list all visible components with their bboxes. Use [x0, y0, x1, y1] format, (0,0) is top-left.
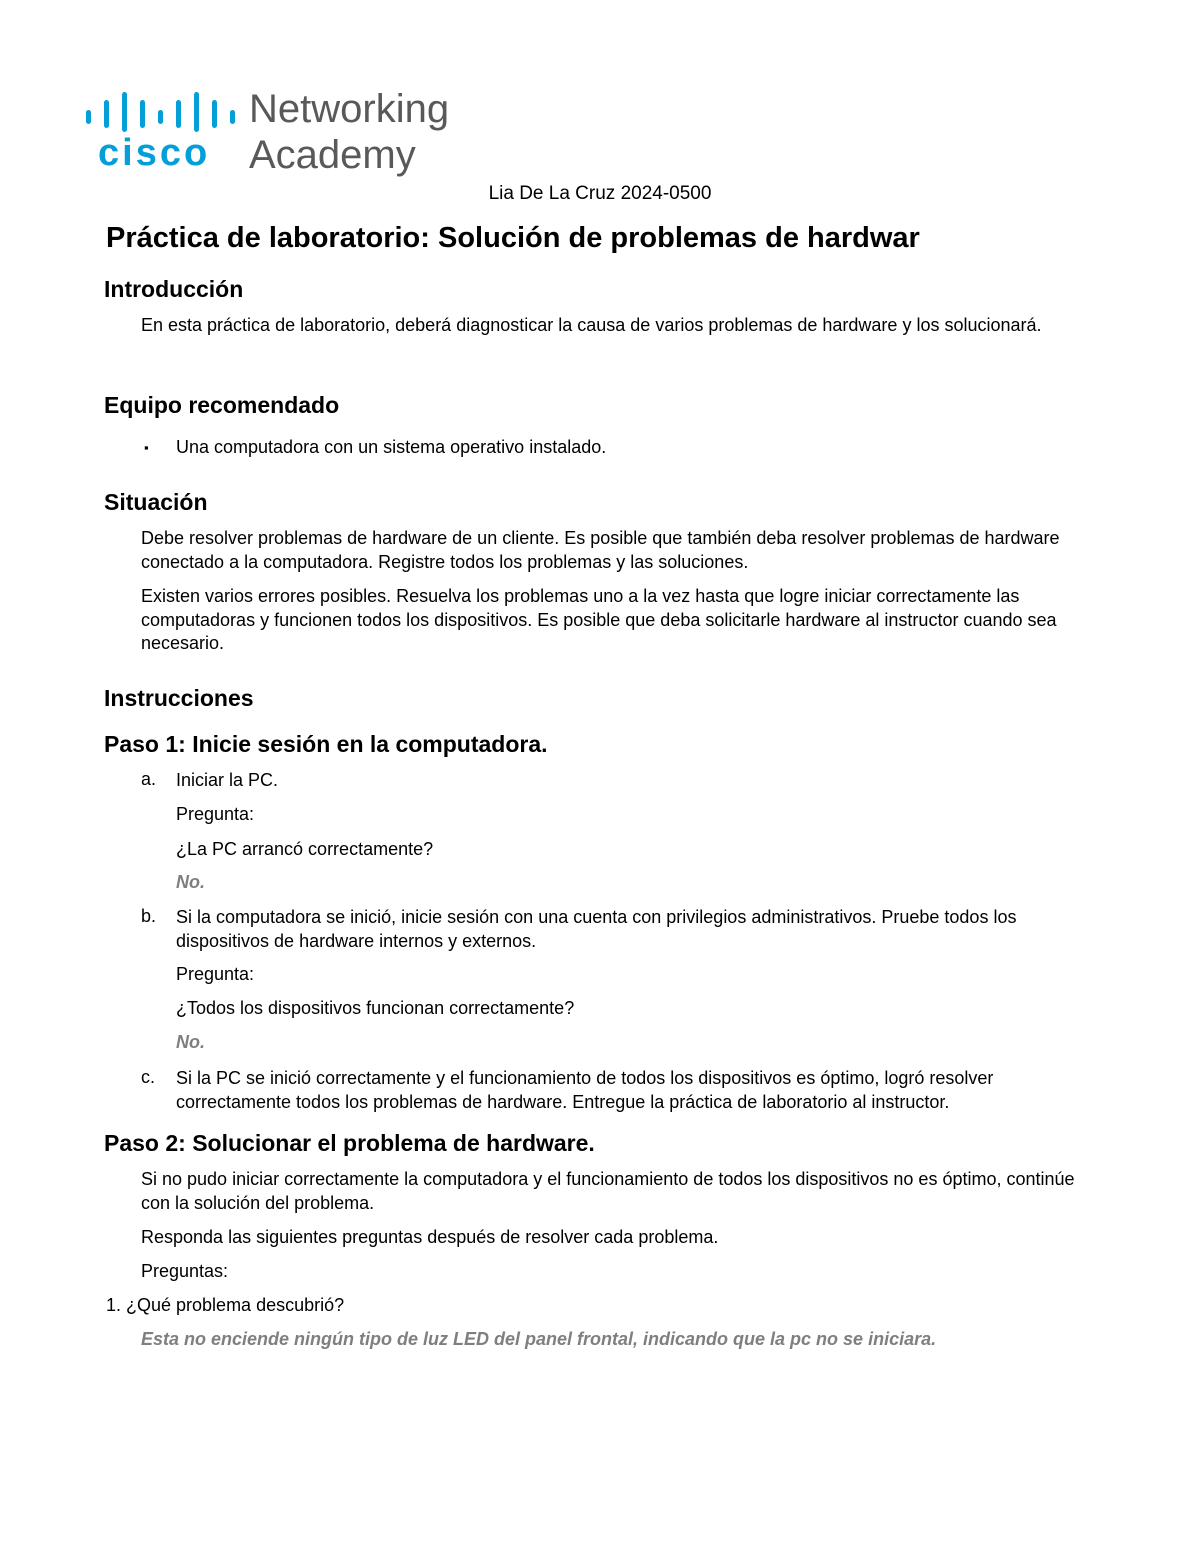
heading-introduccion: Introducción — [104, 276, 244, 302]
paso1-b-pregunta-label: Pregunta: — [176, 964, 255, 984]
paso1-a-pregunta-label: Pregunta: — [176, 804, 255, 824]
heading-paso-2: Paso 2: Solucionar el problema de hardware. — [104, 1130, 595, 1156]
paso1-a-question: ¿La PC arrancó correctamente? — [176, 839, 434, 859]
author-line: Lia De La Cruz 2024-0500 — [488, 183, 712, 204]
cisco-logo-icon — [86, 88, 466, 180]
paso2-answer-1: Esta no enciende ningún tipo de luz LED del panel frontal, indicando que la pc no se iniciara. — [141, 1329, 937, 1349]
intro-text: En esta práctica de laboratorio, deberá diagnosticar la causa de varios problemas de hardware y los solucionará. — [141, 315, 1042, 335]
heading-situacion: Situación — [104, 489, 208, 515]
logo-line-networking: Networking — [249, 88, 450, 131]
paso2-paragraph-1: Si no pudo iniciar correctamente la computadora y el funcionamiento de todos los dispositivos no es óptimo, continúe con la solución del problema. — [141, 1169, 1075, 1213]
paso2-question-1: 1. ¿Qué problema descubrió? — [106, 1295, 345, 1315]
logo-line-academy: Academy — [249, 133, 416, 177]
page-title: Práctica de laboratorio: Solución de problemas de hardwar — [106, 222, 920, 254]
cisco-networking-academy-logo — [86, 88, 466, 180]
paso1-b-answer: No. — [176, 1032, 205, 1052]
paso1-c-text: Si la PC se inició correctamente y el funcionamiento de todos los dispositivos es óptimo, logró resolver correctamente todos los problemas de hardware. Entregue la práctica de laboratorio al instructor. — [176, 1068, 994, 1112]
heading-equipo: Equipo recomendado — [104, 392, 340, 418]
paso2-preguntas-label: Preguntas: — [141, 1261, 229, 1281]
paso1-b-text: Si la computadora se inició, inicie sesión con una cuenta con privilegios administrativos. Pruebe todos los dispositivos de hardware internos y externos. — [176, 907, 1017, 951]
heading-instrucciones: Instrucciones — [104, 685, 254, 711]
situacion-paragraph-2: Existen varios errores posibles. Resuelva los problemas uno a la vez hasta que logre iniciar correctamente las computadoras y funcionen todos los dispositivos. Es posible que deba solicitarle hardware al instructor cuando sea necesario. — [141, 586, 1057, 653]
item-marker-b: b. — [141, 906, 157, 926]
item-marker-c: c. — [141, 1067, 156, 1087]
cisco-bridge-bars-icon — [86, 92, 235, 132]
item-marker-a: a. — [141, 769, 157, 789]
bullet-icon: ▪ — [144, 440, 149, 455]
situacion-paragraph-1: Debe resolver problemas de hardware de un cliente. Es posible que también deba resolver problemas de hardware conectado a la computadora. Registre todos los problemas y las soluciones. — [141, 528, 1060, 572]
paso1-a-text: Iniciar la PC. — [176, 770, 279, 790]
paso1-b-question: ¿Todos los dispositivos funcionan correctamente? — [176, 998, 575, 1018]
equipo-item: Una computadora con un sistema operativo instalado. — [176, 437, 607, 457]
paso2-paragraph-2: Responda las siguientes preguntas después de resolver cada problema. — [141, 1227, 719, 1247]
cisco-wordmark: cisco — [98, 132, 211, 174]
paso1-a-answer: No. — [176, 872, 205, 892]
heading-paso-1: Paso 1: Inicie sesión en la computadora. — [104, 731, 548, 757]
